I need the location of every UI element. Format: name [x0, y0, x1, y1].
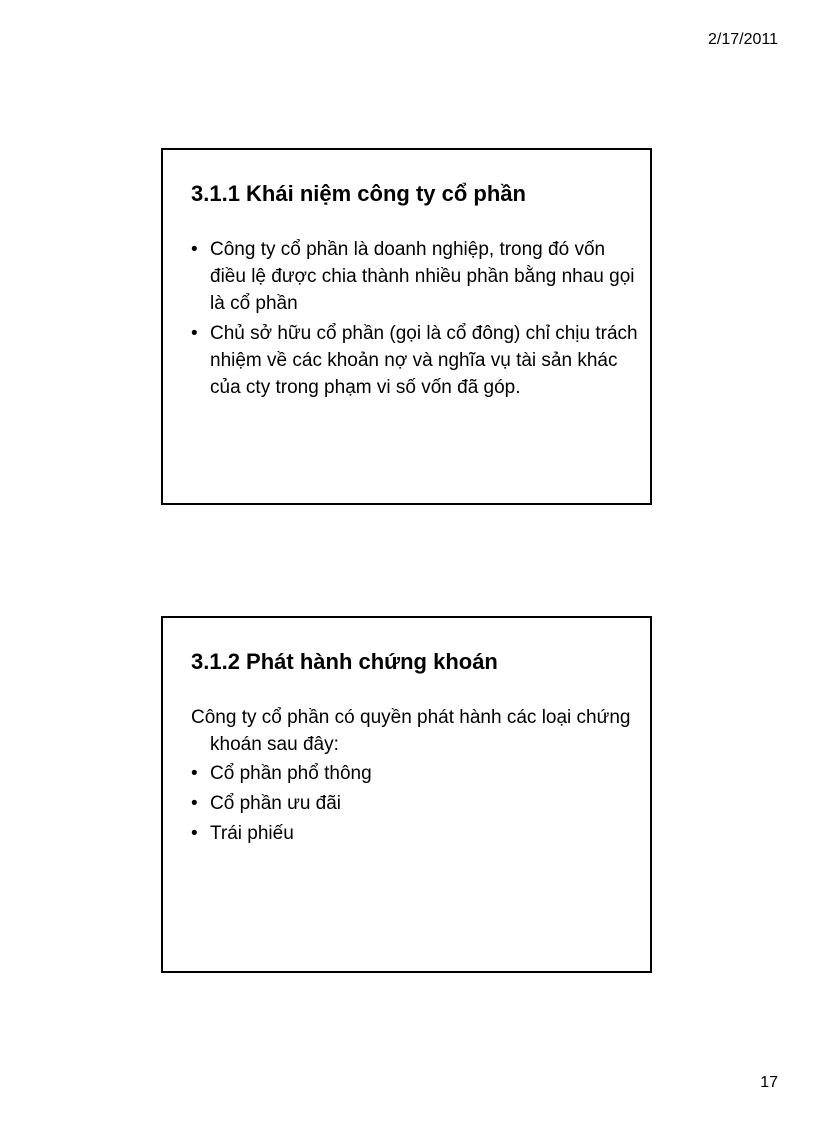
- page-date: 2/17/2011: [708, 31, 778, 48]
- bullet-item: • Chủ sở hữu cổ phần (gọi là cổ đông) chỉ chịu trách nhiệm về các khoản nợ và nghĩa vụ tài sản khác của cty trong phạm vi số vốn đã góp.: [191, 320, 641, 401]
- page-number: 17: [760, 1074, 778, 1091]
- bullet-list: [191, 236, 641, 401]
- slide-body: [191, 704, 641, 850]
- bullet-item: • Cổ phần ưu đãi: [191, 790, 641, 817]
- slide-concept: [161, 148, 652, 505]
- bullet-list: [191, 760, 641, 847]
- intro-text: Công ty cổ phần có quyền phát hành các loại chứng khoán sau đây:: [191, 707, 631, 755]
- slide-securities: [161, 616, 652, 973]
- slide-title: 3.1.2 Phát hành chứng khoán: [191, 649, 498, 674]
- slide-title: 3.1.1 Khái niệm công ty cổ phần: [191, 181, 526, 206]
- bullet-item: • Công ty cổ phần là doanh nghiệp, trong đó vốn điều lệ được chia thành nhiều phần bằng nhau gọi là cổ phần: [191, 236, 641, 317]
- bullet-item: • Trái phiếu: [191, 820, 641, 847]
- bullet-item: • Cổ phần phổ thông: [191, 760, 641, 787]
- slide-body: [191, 236, 641, 404]
